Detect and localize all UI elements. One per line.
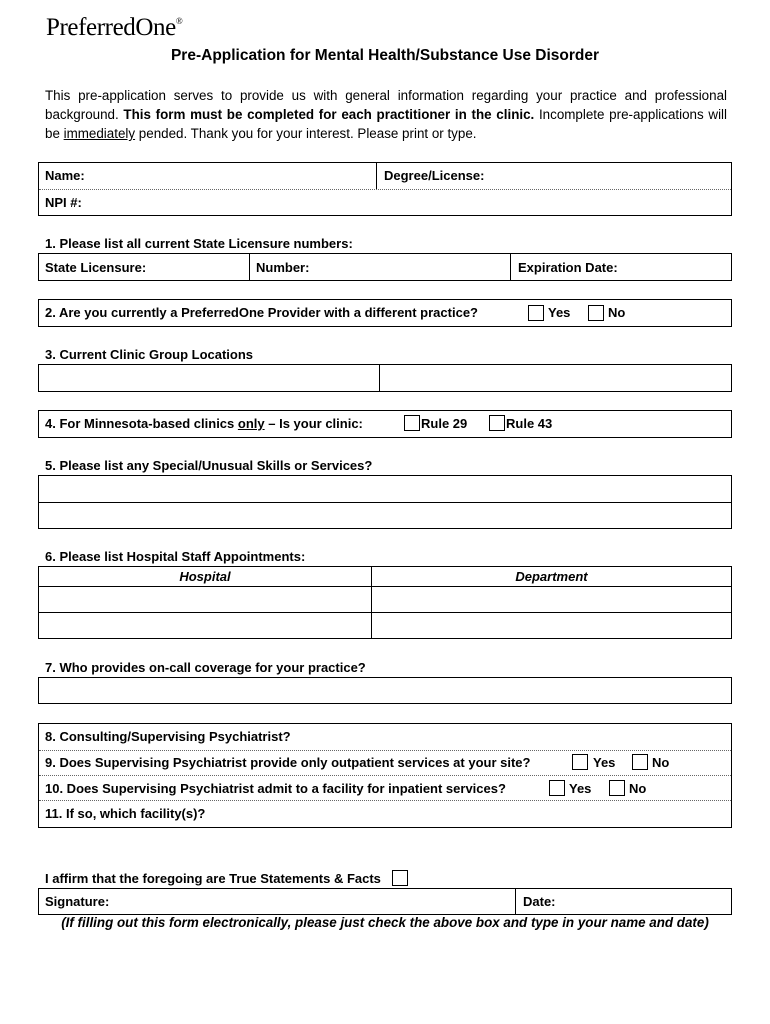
q2-no-label: No — [608, 305, 626, 320]
expiration-date-label: Expiration Date: — [518, 260, 618, 275]
department-field-row2[interactable] — [372, 613, 731, 638]
name-label: Name: — [45, 168, 85, 183]
affirm-text: I affirm that the foregoing are True Statements & Facts — [45, 871, 381, 886]
expiration-date-field[interactable] — [511, 254, 731, 280]
date-field[interactable] — [516, 889, 731, 914]
clinic-location-field-1[interactable] — [39, 365, 379, 391]
q5-text: 5. Please list any Special/Unusual Skills or Services? — [45, 458, 373, 473]
q9-yes-label: Yes — [593, 755, 616, 770]
electronic-fill-note: (If filling out this form electronically, please just check the above box and type in your name and date) — [61, 915, 709, 930]
degree-license-label: Degree/License: — [384, 168, 485, 183]
rule29-label: Rule 29 — [421, 416, 468, 431]
q4-text-only: only — [237, 416, 265, 431]
license-number-label: Number: — [256, 260, 310, 275]
q10-yes-label: Yes — [569, 781, 592, 796]
page-title: Pre-Application for Mental Health/Substance Use Disorder — [170, 47, 600, 64]
q7-text: 7. Who provides on-call coverage for your practice? — [45, 660, 366, 675]
q2-no-checkbox[interactable] — [588, 305, 604, 321]
hospital-field-row1[interactable] — [39, 587, 371, 612]
q10-no-label: No — [629, 781, 647, 796]
intro-part1: This pre-application serves to provide us with general information regarding your practice and professional background. — [45, 88, 727, 122]
on-call-field[interactable] — [39, 678, 731, 703]
q1-text: 1. Please list all current State Licensure numbers: — [45, 236, 353, 251]
state-licensure-field[interactable] — [39, 254, 249, 280]
rule29-checkbox[interactable] — [404, 415, 420, 431]
npi-label: NPI #: — [45, 195, 82, 210]
intro-part3: pended. Thank you for your interest. Please print or type. — [135, 126, 477, 141]
q10-q11-divider — [39, 800, 731, 801]
q6-text: 6. Please list Hospital Staff Appointments: — [45, 549, 306, 564]
q9-text: 9. Does Supervising Psychiatrist provide only outpatient services at your site? — [45, 755, 531, 770]
registered-mark: ® — [175, 16, 183, 26]
date-label: Date: — [523, 894, 556, 909]
q9-no-checkbox[interactable] — [632, 754, 648, 770]
col-department-header: Department — [515, 569, 588, 584]
preferredone-logo — [46, 14, 182, 42]
intro-underlined: immediately — [63, 126, 136, 141]
q9-q10-divider — [39, 775, 731, 776]
intro-part2: Incomplete pre-applications will be — [45, 107, 727, 141]
degree-license-field[interactable] — [377, 163, 731, 189]
q10-yes-checkbox[interactable] — [549, 780, 565, 796]
clinic-location-field-2[interactable] — [380, 365, 731, 391]
col-hospital-header: Hospital — [179, 569, 231, 584]
affirm-checkbox[interactable] — [392, 870, 408, 886]
q8-text: 8. Consulting/Supervising Psychiatrist? — [45, 729, 291, 744]
department-field-row1[interactable] — [372, 587, 731, 612]
skills-field-1[interactable] — [39, 476, 731, 502]
skills-field-2[interactable] — [39, 503, 731, 528]
rule43-label: Rule 43 — [506, 416, 553, 431]
q10-text: 10. Does Supervising Psychiatrist admit to a facility for inpatient services? — [45, 781, 506, 796]
signature-label: Signature: — [45, 894, 110, 909]
name-field[interactable] — [39, 163, 376, 189]
signature-field[interactable] — [39, 889, 515, 914]
q11-text: 11. If so, which facility(s)? — [45, 806, 206, 821]
q2-text: 2. Are you currently a PreferredOne Provider with a different practice? — [45, 305, 478, 320]
q2-yes-checkbox[interactable] — [528, 305, 544, 321]
q10-no-checkbox[interactable] — [609, 780, 625, 796]
q9-yes-checkbox[interactable] — [572, 754, 588, 770]
logo-text: PreferredOne — [46, 14, 176, 41]
license-number-field[interactable] — [250, 254, 510, 280]
q9-no-label: No — [652, 755, 670, 770]
q4-text-post: – Is your clinic: — [264, 416, 363, 431]
q4-text — [45, 416, 363, 431]
q8-q9-divider — [39, 750, 731, 751]
q4-text-pre: 4. For Minnesota-based clinics — [45, 416, 238, 431]
npi-field[interactable] — [39, 190, 731, 215]
q2-yes-label: Yes — [548, 305, 571, 320]
q3-text: 3. Current Clinic Group Locations — [45, 347, 254, 362]
intro-paragraph — [45, 86, 727, 143]
rule43-checkbox[interactable] — [489, 415, 505, 431]
hospital-field-row2[interactable] — [39, 613, 371, 638]
state-licensure-label: State Licensure: — [45, 260, 147, 275]
intro-bold: This form must be completed for each practitioner in the clinic. — [123, 107, 535, 122]
